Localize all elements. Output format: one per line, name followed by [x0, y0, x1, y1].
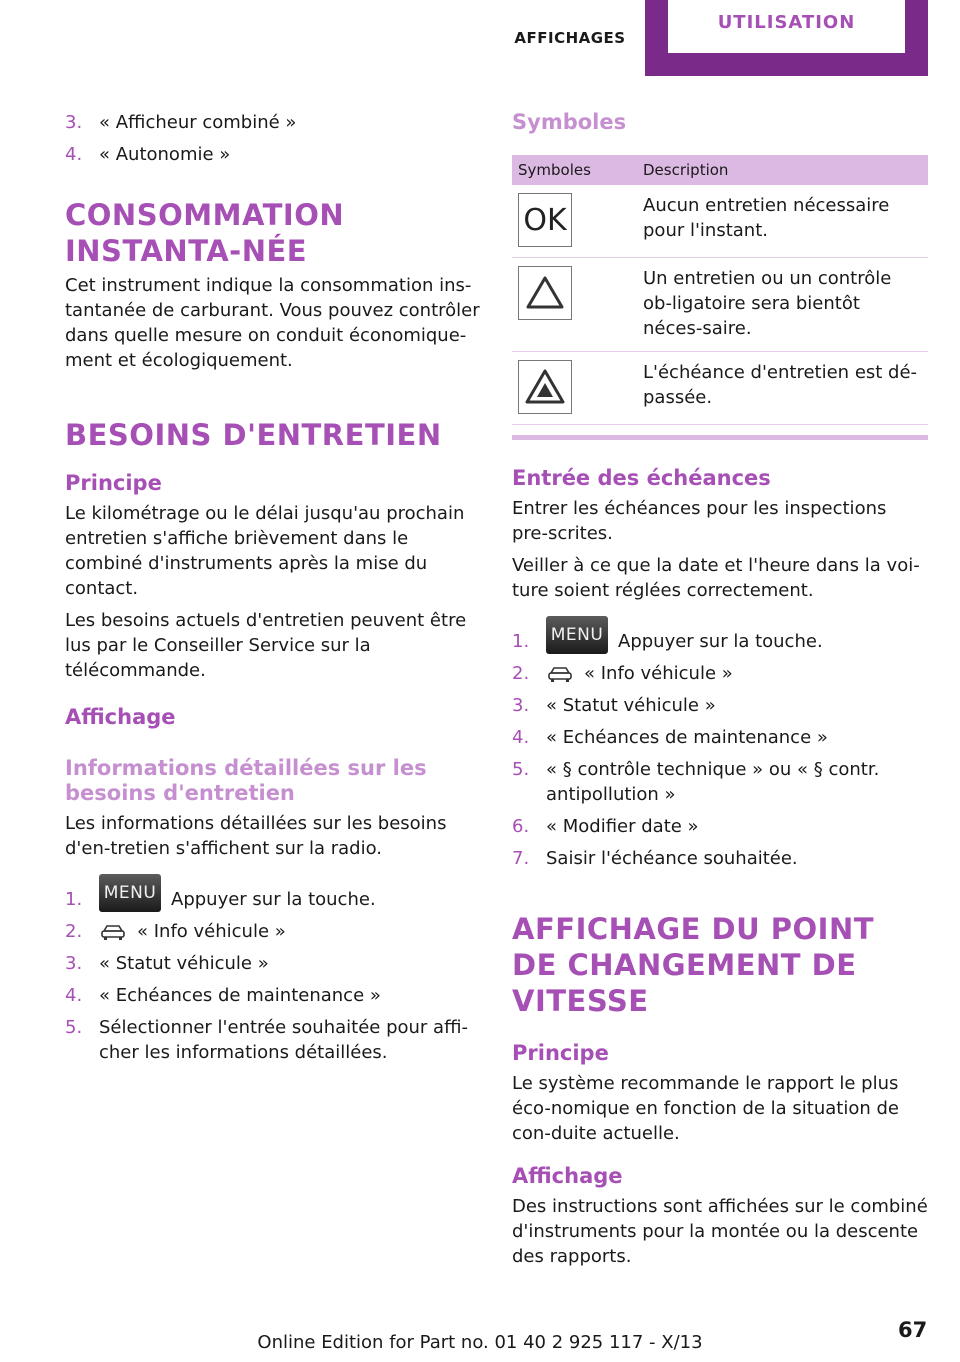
paragraph-entree-2: Veiller à ce que la date et l'heure dans la voi-ture soient réglées correctement. — [512, 555, 920, 601]
paragraph-infos: Les informations détaillées sur les besoins d'en-tretien s'affichent sur la radio. — [65, 813, 447, 859]
table-end-rule — [512, 435, 928, 440]
ok-icon: OK — [518, 193, 572, 247]
list-item: 4. « Echéances de maintenance » — [65, 985, 381, 1006]
table-cell-description: L'échéance d'entretien est dé-passée. — [637, 352, 928, 425]
menu-button-icon: MENU — [546, 616, 608, 654]
paragraph-consommation: Cet instrument indique la consommation ins-tantanée de carburant. Vous pouvez contrôler dans quelle mesure on conduit économique-ment et écologiquement. — [65, 275, 480, 371]
footer-edition: Online Edition for Part no. 01 40 2 925 117 - X/13 — [257, 1332, 703, 1353]
steps-list-left — [65, 883, 480, 1065]
car-icon — [99, 922, 127, 942]
list-item: 3. « Afficheur combiné » — [65, 112, 297, 133]
header-tab-utilisation — [645, 0, 928, 76]
table-cell-description: Un entretien ou un contrôle ob-ligatoire sera bientôt néces-saire. — [637, 258, 928, 352]
paragraph-affichage-right: Des instructions sont affichées sur le combiné d'instruments pour la montée ou la descente des rapports. — [512, 1196, 928, 1267]
heading-principe-right: Principe — [512, 1041, 609, 1065]
list-item: 4. « Autonomie » — [65, 144, 231, 165]
table-row — [512, 185, 928, 258]
table-cell-description: Aucun entretien nécessaire pour l'instant. — [637, 185, 928, 258]
menu-button-icon: MENU — [99, 874, 161, 912]
page-number: 67 — [898, 1318, 928, 1342]
table-row — [512, 258, 928, 352]
list-item: 7. Saisir l'échéance souhaitée. — [512, 848, 798, 869]
header-tab-utilisation-label: UTILISATION — [668, 0, 905, 53]
table-row — [512, 352, 928, 425]
heading-symboles: Symboles — [512, 110, 627, 134]
warning-outline-icon — [518, 266, 572, 320]
heading-infos-detaillees: Informations détaillées sur les besoins d'entretien — [65, 756, 427, 805]
list-item: 4. « Echéances de maintenance » — [512, 727, 828, 748]
right-column — [512, 110, 928, 1276]
list-item: 2. « Info véhicule » — [65, 921, 286, 942]
list-item: 1. MENU Appuyer sur la touche. — [512, 629, 928, 654]
heading-consommation: CONSOMMATION INSTANTA-NÉE — [65, 198, 345, 268]
list-item: 1. MENU Appuyer sur la touche. — [65, 887, 480, 912]
heading-besoins-entretien: BESOINS D'ENTRETIEN — [65, 418, 442, 452]
heading-affichage: Affichage — [65, 705, 176, 729]
warning-filled-icon — [518, 360, 572, 414]
header-tab-affichages: AFFICHAGES — [514, 29, 626, 47]
paragraph-principe-right: Le système recommande le rapport le plus éco-nomique en fonction de la situation de con-duite actuelle. — [512, 1073, 900, 1144]
list-item: 6. « Modifier date » — [512, 816, 699, 837]
list-item: 5. Sélectionner l'entrée souhaitée pour affi-cher les informations détaillées. — [65, 1017, 468, 1063]
list-item: 2. « Info véhicule » — [512, 663, 733, 684]
paragraph-principe-1: Le kilométrage ou le délai jusqu'au prochain entretien s'affiche brièvement dans le combiné d'instruments après la mise du contact. — [65, 503, 465, 599]
list-item: 3. « Statut véhicule » — [512, 695, 716, 716]
list-item: 5. « § contrôle technique » ou « § contr. antipollution » — [512, 759, 880, 805]
top-list — [65, 110, 480, 167]
table-header-symboles: Symboles — [512, 155, 637, 185]
symbols-table — [512, 155, 928, 425]
car-icon — [546, 664, 574, 684]
heading-entree-echeances: Entrée des échéances — [512, 466, 771, 490]
heading-point-changement: AFFICHAGE DU POINT DE CHANGEMENT DE VITESSE — [512, 912, 875, 1018]
list-item: 3. « Statut véhicule » — [65, 953, 269, 974]
left-column — [65, 110, 480, 1072]
table-header-description: Description — [637, 155, 928, 185]
paragraph-entree-1: Entrer les échéances pour les inspections pre-scrites. — [512, 498, 887, 544]
heading-affichage-right: Affichage — [512, 1164, 623, 1188]
heading-principe: Principe — [65, 471, 162, 495]
paragraph-principe-2: Les besoins actuels d'entretien peuvent être lus par le Conseiller Service sur la télécommande. — [65, 610, 467, 681]
steps-list-right — [512, 625, 928, 871]
